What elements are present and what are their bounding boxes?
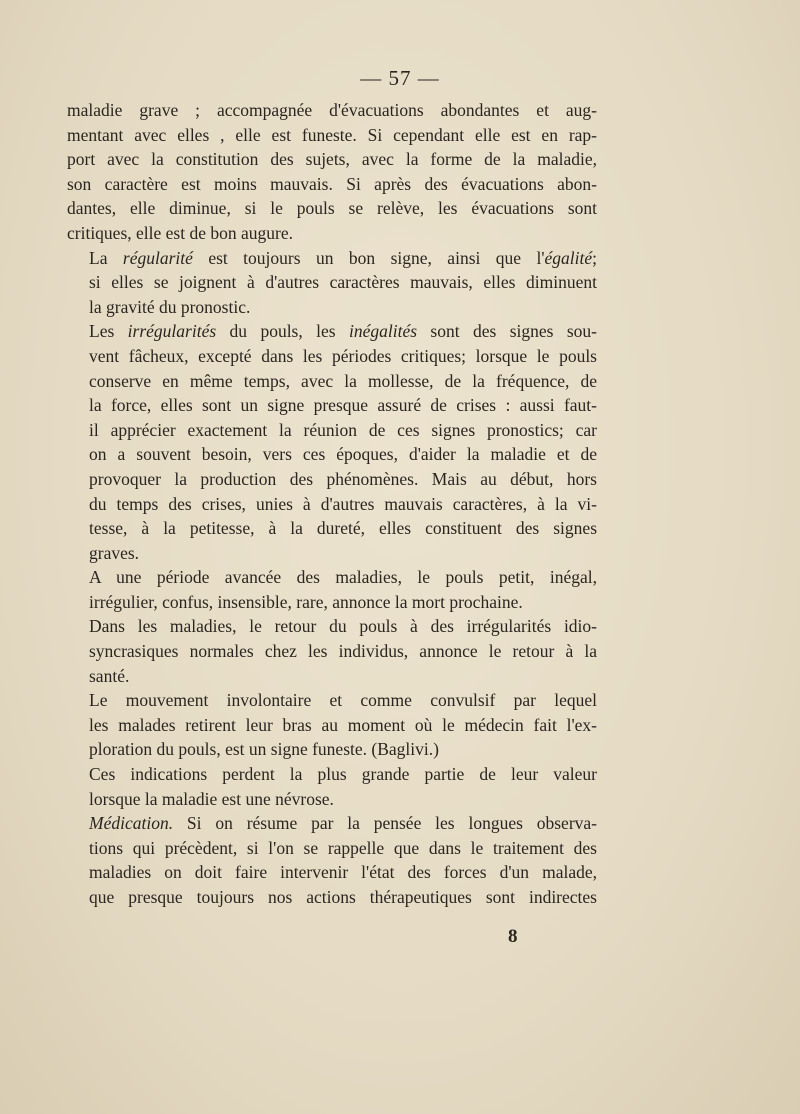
- paragraph: [67, 688, 597, 762]
- paragraph: [67, 811, 597, 909]
- text-line: la gravité du pronostic.: [89, 296, 251, 317]
- text-line: vent fâcheux, excepté dans les périodes critiques; lorsque le pouls: [89, 345, 597, 366]
- text-line: Dans les maladies, le retour du pouls à des irrégularités idio-: [89, 616, 597, 637]
- text-line: santé.: [89, 665, 130, 686]
- text-line: Médication. Si on résume par la pensée les longues observa-: [89, 813, 597, 834]
- text-line: Le mouvement involontaire et comme convulsif par lequel: [89, 690, 597, 711]
- text-line: son caractère est moins mauvais. Si après des évacuations abon-: [67, 173, 597, 194]
- text-line: conserve en même temps, avec la mollesse, de la fréquence, de: [89, 370, 597, 391]
- text-line: tions qui précèdent, si l'on se rappelle que dans le traitement des: [89, 837, 597, 858]
- text-line: maladie grave ; accompagnée d'évacuations abondantes et aug-: [67, 100, 597, 120]
- text-line: les malades retirent leur bras au moment où le médecin fait l'ex-: [89, 714, 597, 735]
- text-line: provoquer la production des phénomènes. Mais au début, hors: [89, 468, 597, 489]
- text-line: lorsque la maladie est une névrose.: [89, 788, 334, 809]
- text-line: on a souvent besoin, vers ces époques, d'aider la maladie et de: [89, 444, 597, 465]
- text-line: Ces indications perdent la plus grande partie de leur valeur: [89, 764, 597, 785]
- text-line: maladies on doit faire intervenir l'état des forces d'un malade,: [89, 862, 597, 883]
- text-line: La régularité est toujours un bon signe, ainsi que l'égalité;: [89, 247, 597, 268]
- text-line: tesse, à la petitesse, à la dureté, elles constituent des signes: [89, 518, 597, 539]
- italic-term: égalité: [544, 247, 593, 268]
- paragraph: [67, 319, 597, 565]
- paragraph: [67, 614, 597, 688]
- paragraph: [67, 565, 597, 614]
- paragraph: [67, 98, 597, 246]
- text-line: si elles se joignent à d'autres caractères mauvais, elles diminuent: [89, 272, 597, 293]
- text-line: irrégulier, confus, insensible, rare, annonce la mort prochaine.: [89, 591, 523, 612]
- text-line: dantes, elle diminue, si le pouls se relève, les évacuations sont: [67, 198, 597, 219]
- body-text: [67, 98, 597, 910]
- paragraph: [67, 246, 597, 320]
- text-line: il apprécier exactement la réunion de ces signes pronostics; car: [89, 419, 597, 440]
- italic-term: Médication.: [89, 813, 174, 834]
- text-line: graves.: [89, 542, 140, 563]
- text-line: du temps des crises, unies à d'autres mauvais caractères, à la vi-: [89, 493, 597, 514]
- text-line: critiques, elle est de bon augure.: [67, 222, 293, 243]
- italic-term: inégalités: [348, 321, 418, 342]
- italic-term: régularité: [122, 247, 193, 268]
- signature-mark: 8: [508, 926, 518, 947]
- text-line: syncrasiques normales chez les individus, annonce le retour à la: [89, 641, 597, 662]
- paragraph: [67, 762, 597, 811]
- text-line: mentant avec elles , elle est funeste. Si cependant elle est en rap-: [67, 124, 597, 145]
- italic-term: irrégularités: [127, 321, 217, 342]
- text-line: Les irrégularités du pouls, les inégalités sont des signes sou-: [89, 321, 597, 342]
- page-number-header: — 57 —: [360, 66, 440, 90]
- text-line: A une période avancée des maladies, le pouls petit, inégal,: [89, 567, 597, 588]
- text-line: que presque toujours nos actions thérapeutiques sont indirectes: [89, 887, 597, 907]
- text-line: la force, elles sont un signe presque assuré de crises : aussi faut-: [89, 395, 597, 416]
- text-line: port avec la constitution des sujets, avec la forme de la maladie,: [67, 149, 597, 170]
- text-line: ploration du pouls, est un signe funeste. (Baglivi.): [89, 739, 439, 760]
